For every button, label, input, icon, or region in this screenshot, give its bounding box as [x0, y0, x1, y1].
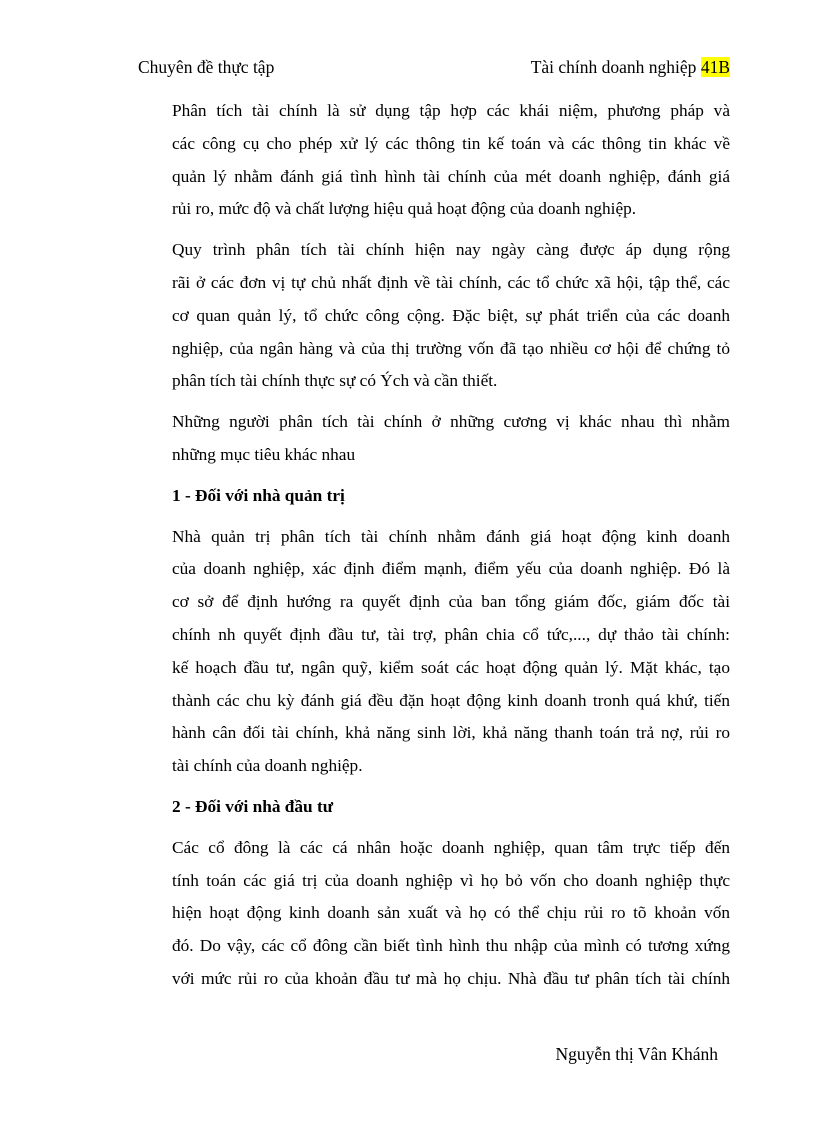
text-line: rãi ở các đơn vị tự chủ nhất định về tài chính, các tổ chức xã hội, tập thể, các [172, 272, 730, 292]
paragraph-investors [138, 832, 730, 996]
page-header [138, 57, 730, 83]
text-line: cơ sở để định hướng ra quyết định của ban tổng giám đốc, giám đốc tài [172, 592, 730, 612]
header-class-code-highlight: 41B [700, 57, 730, 77]
text-line: Phân tích tài chính là sử dụng tập hợp các khái niệm, phương pháp và [172, 101, 730, 120]
text-line: kế hoạch đầu tư, ngân quỹ, kiểm soát các hoạt động quản lý. Mặt khác, tạo [172, 657, 730, 677]
header-left-title: Chuyên đề thực tập [138, 57, 275, 77]
text-line: nghiệp, của ngân hàng và của thị trường vốn đã tạo nhiều cơ hội để chứng tỏ [172, 338, 730, 358]
section-heading-investors: 2 - Đối với nhà đầu tư [172, 796, 334, 816]
header-right-title [531, 57, 730, 78]
text-line: các công cụ cho phép xử lý các thông tin kế toán và các thông tin khác về [172, 133, 730, 153]
paragraph-process [138, 234, 730, 398]
text-line: hiện hoạt động kinh doanh sản xuất và họ có thể chịu rủi ro tõ khoản vốn [172, 903, 730, 923]
text-line: rủi ro, mức độ và chất lượng hiệu quả hoạt động của doanh nghiệp. [172, 199, 637, 219]
page-footer-author: Nguyễn thị Vân Khánh [555, 1044, 718, 1064]
text-line: hành cân đối tài chính, khả năng sinh lời, khả năng thanh toán trả nợ, rủi ro [172, 723, 730, 743]
text-line: Các cổ đông là các cá nhân hoặc doanh nghiệp, quan tâm trực tiếp đến [172, 837, 730, 857]
text-line: phân tích tài chính thực sự có Ých và cần thiết. [172, 371, 498, 391]
text-line: đó. Do vậy, các cổ đông cần biết tình hình thu nhập của mình có tương xứng [172, 936, 730, 956]
paragraph-intro [138, 95, 730, 226]
text-line: với mức rủi ro của khoản đầu tư mà họ chịu. Nhà đầu tư phân tích tài chính [172, 968, 730, 988]
paragraph-managers [138, 521, 730, 783]
text-line: tài chính của doanh nghiệp. [172, 756, 363, 776]
text-line: cơ quan quản lý, tổ chức công cộng. Đặc biệt, sự phát triển của các doanh [172, 305, 730, 325]
section-heading-managers: 1 - Đối với nhà quản trị [172, 485, 345, 505]
paragraph-analysts [138, 406, 730, 472]
text-line: Quy trình phân tích tài chính hiện nay ngày càng được áp dụng rộng [172, 240, 730, 260]
document-body [138, 95, 730, 996]
text-line: những mục tiêu khác nhau [172, 444, 356, 464]
text-line: quản lý nhằm đánh giá tình hình tài chính của mét doanh nghiệp, đánh giá [172, 166, 730, 186]
text-line: của doanh nghiệp, xác định điểm mạnh, điểm yếu của doanh nghiệp. Đó là [172, 559, 730, 579]
header-right-text: Tài chính doanh nghiệp [530, 57, 701, 77]
text-line: Những người phân tích tài chính ở những cương vị khác nhau thì nhằm [172, 412, 730, 432]
text-line: tính toán các giá trị của doanh nghiệp vì họ bỏ vốn cho doanh nghiệp thực [172, 870, 730, 890]
text-line: Nhà quản trị phân tích tài chính nhằm đánh giá hoạt động kinh doanh [172, 526, 730, 546]
text-line: chính nh quyết định đầu tư, tài trợ, phân chia cổ tức,..., dự thảo tài chính: [172, 624, 730, 644]
text-line: thành các chu kỳ đánh giá đều đặn hoạt động kinh doanh tronh quá khứ, tiến [172, 690, 730, 710]
